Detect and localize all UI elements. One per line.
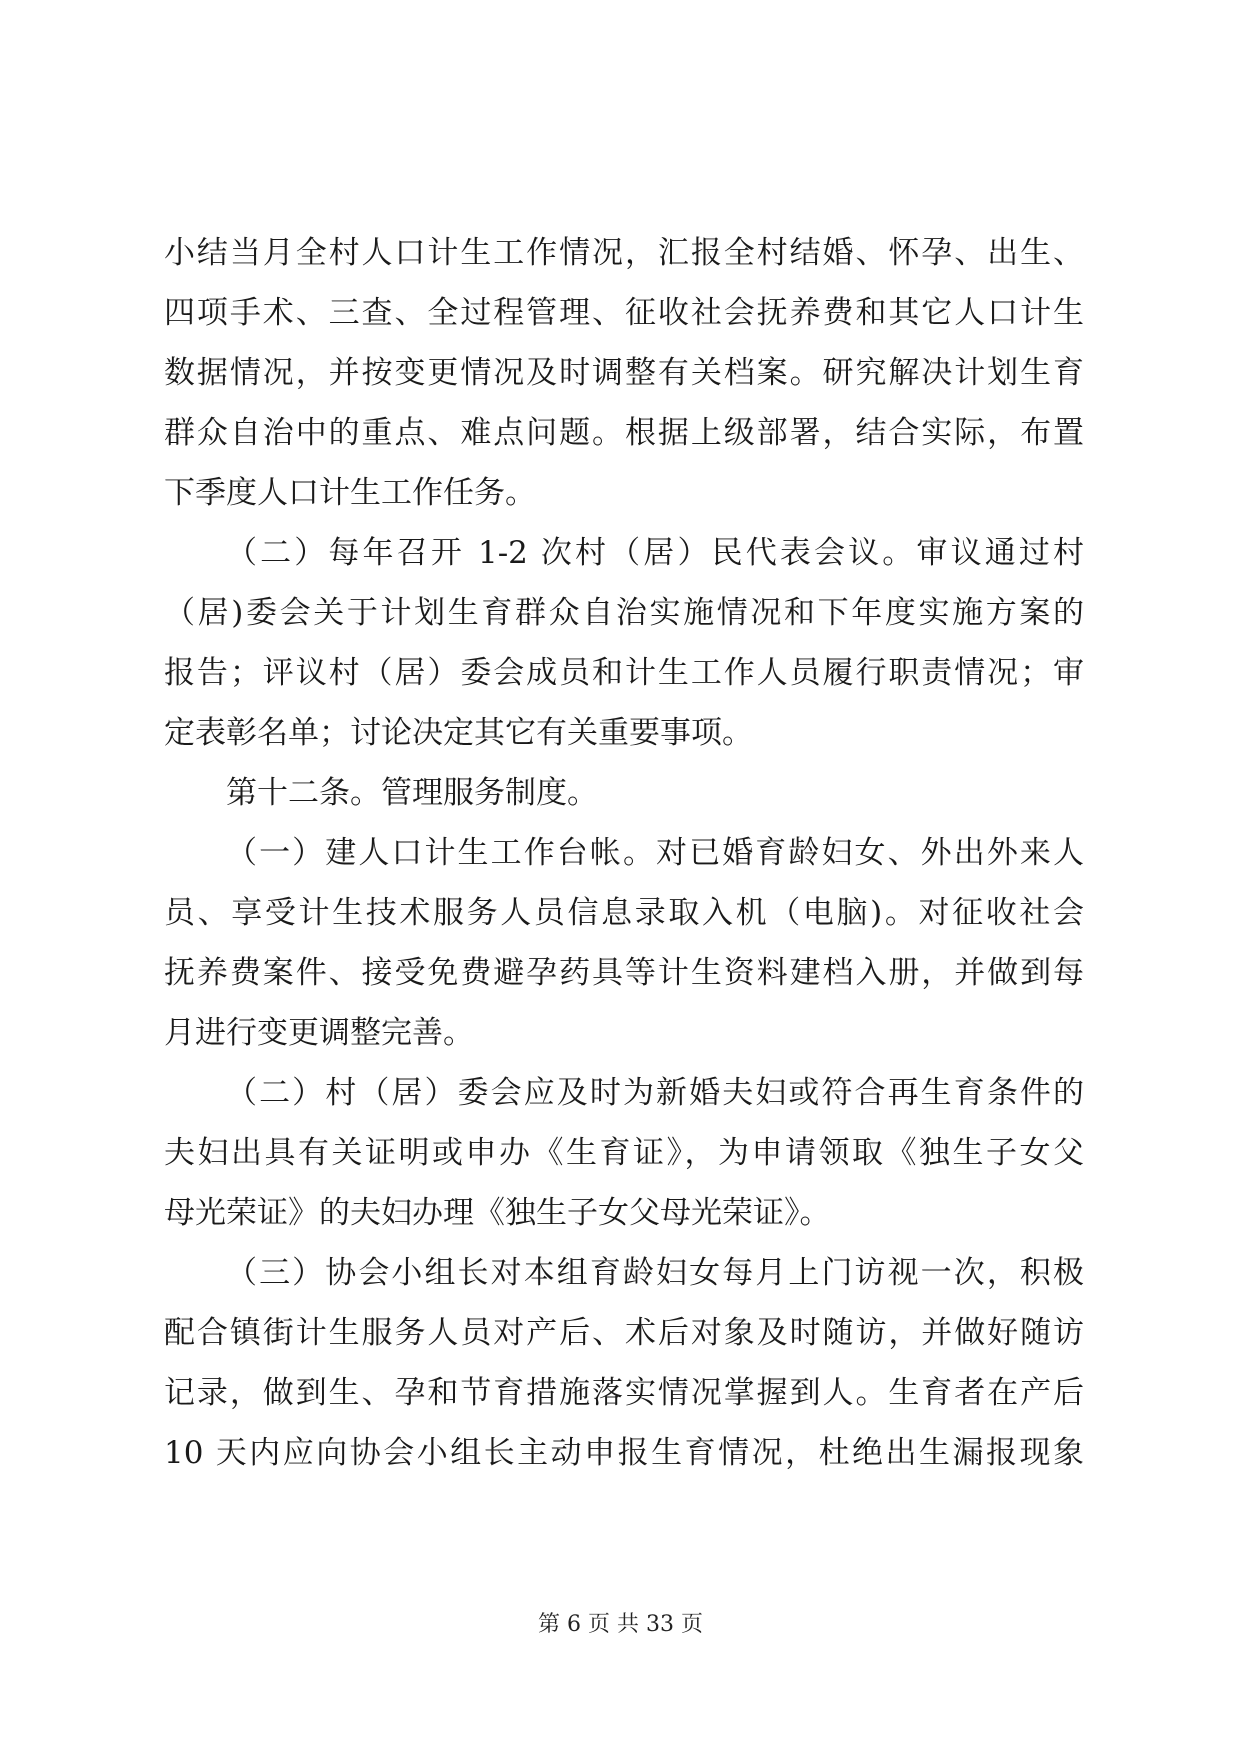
text-line: 定表彰名单；讨论决定其它有关重要事项。 [164, 715, 753, 751]
text-line: 数据情况，并按变更情况及时调整有关档案。研究解决计划生育 [164, 355, 1084, 391]
text-line: 群众自治中的重点、难点问题。根据上级部署，结合实际，布置 [164, 415, 1084, 451]
text-line: （二）村（居）委会应及时为新婚夫妇或符合再生育条件的 [226, 1075, 1084, 1111]
text-line: 夫妇出具有关证明或申办《生育证》，为申请领取《独生子女父 [164, 1135, 1084, 1171]
section-heading: 第十二条。管理服务制度。 [226, 775, 598, 811]
text-line: 10 天内应向协会小组长主动申报生育情况，杜绝出生漏报现象 [164, 1435, 1084, 1471]
text-line: 抚养费案件、接受免费避孕药具等计生资料建档入册，并做到每 [164, 955, 1084, 991]
text-line: 下季度人口计生工作任务。 [164, 475, 536, 511]
page-number-footer: 第 6 页 共 33 页 [538, 1612, 703, 1637]
text-line: （居)委会关于计划生育群众自治实施情况和下年度实施方案的 [164, 595, 1084, 631]
text-line: 记录，做到生、孕和节育措施落实情况掌握到人。生育者在产后 [164, 1375, 1084, 1411]
text-line: （一）建人口计生工作台帐。对已婚育龄妇女、外出外来人 [226, 835, 1084, 871]
text-line: 月进行变更调整完善。 [164, 1015, 474, 1051]
document-body [164, 223, 1084, 1483]
text-line: 报告；评议村（居）委会成员和计生工作人员履行职责情况；审 [164, 655, 1084, 691]
text-line: 小结当月全村人口计生工作情况，汇报全村结婚、怀孕、出生、 [164, 235, 1084, 271]
text-line: 配合镇街计生服务人员对产后、术后对象及时随访，并做好随访 [164, 1315, 1084, 1351]
text-line: 四项手术、三查、全过程管理、征收社会抚养费和其它人口计生 [164, 295, 1084, 331]
text-line: 母光荣证》的夫妇办理《独生子女父母光荣证》。 [164, 1195, 831, 1231]
text-line: （二）每年召开 1-2 次村（居）民代表会议。审议通过村 [226, 535, 1084, 571]
text-line: （三）协会小组长对本组育龄妇女每月上门访视一次，积极 [226, 1255, 1084, 1291]
text-line: 员、享受计生技术服务人员信息录取入机（电脑)。对征收社会 [164, 895, 1084, 931]
